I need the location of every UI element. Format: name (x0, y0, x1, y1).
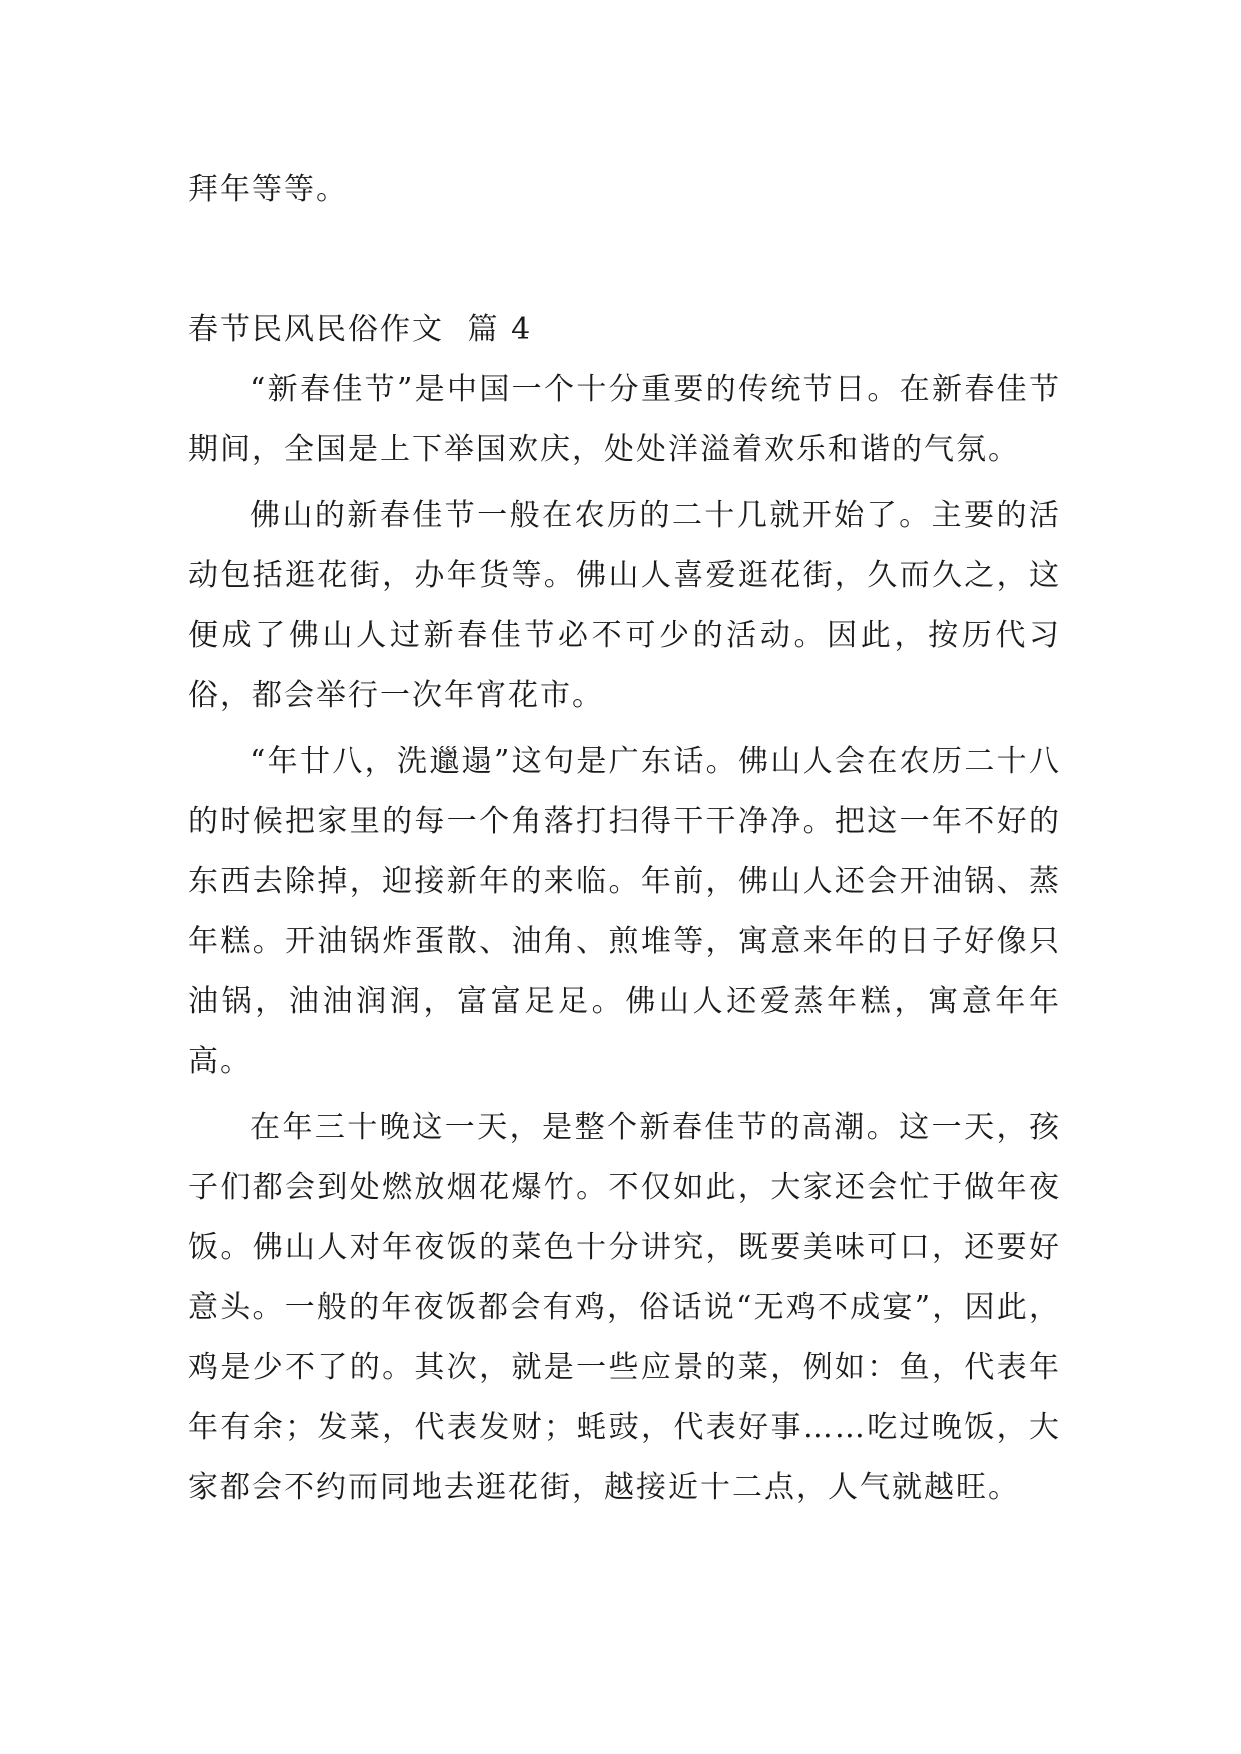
paragraph-2: 佛山的新春佳节一般在农历的二十几就开始了。主要的活动包括逛花街，办年货等。佛山人喜爱逛花街，久而久之，这便成了佛山人过新春佳节必不可少的活动。因此，按历代习俗，都会举行一次年宵花市。 (188, 498, 1061, 713)
paragraph-3: “年廿八，洗邋遢”这句是广东话。佛山人会在农历二十八的时候把家里的每一个角落打扫得干干净净。把这一年不好的东西去除掉，迎接新年的来临。年前，佛山人还会开油锅、蒸年糕。开油锅炸蛋散、油角、煎堆等，寓意来年的日子好像只油锅，油油润润，富富足足。佛山人还爱蒸年糕，寓意年年高。 (188, 744, 1061, 1079)
opening-line: 拜年等等。 (188, 172, 348, 207)
paragraph-4: 在年三十晚这一天，是整个新春佳节的高潮。这一天，孩子们都会到处燃放烟花爆竹。不仅如此，大家还会忙于做年夜饭。佛山人对年夜饭的菜色十分讲究，既要美味可口，还要好意头。一般的年夜饭都会有鸡，俗话说“无鸡不成宴”，因此，鸡是少不了的。其次，就是一些应景的菜，例如：鱼，代表年年有余；发菜，代表发财；蚝豉，代表好事……吃过晚饭，大家都会不约而同地去逛花街，越接近十二点，人气就越旺。 (188, 1110, 1061, 1505)
section-heading (188, 300, 1061, 360)
section-title: 春节民风民俗作文 (188, 312, 444, 347)
paragraph-1: “新春佳节”是中国一个十分重要的传统节日。在新春佳节期间，全国是上下举国欢庆，处处洋溢着欢乐和谐的气氛。 (188, 372, 1061, 467)
section-number: 篇 4 (467, 312, 533, 347)
